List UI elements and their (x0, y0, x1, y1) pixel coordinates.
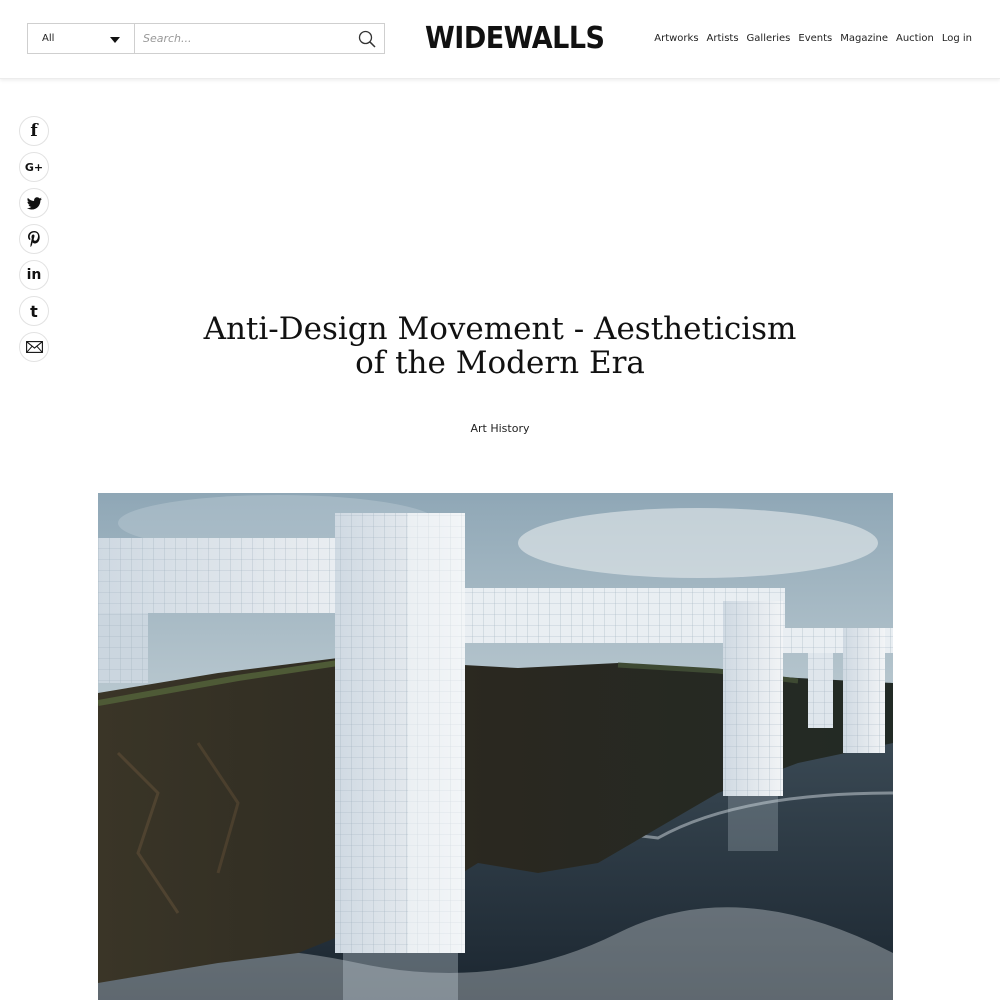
nav-events[interactable]: Events (798, 33, 833, 44)
article-title-line-2: of the Modern Era (355, 345, 645, 381)
pinterest-icon (28, 231, 40, 247)
chevron-down-icon (110, 37, 120, 43)
twitter-icon (27, 197, 42, 210)
nav-login[interactable]: Log in (941, 33, 972, 44)
search-icon (358, 30, 376, 48)
search-input[interactable] (135, 24, 350, 53)
share-tumblr-button[interactable] (19, 296, 49, 326)
article-category (0, 422, 1000, 435)
share-twitter-button[interactable] (19, 188, 49, 218)
site-logo[interactable]: WIDEWALLS (425, 21, 605, 56)
tumblr-icon: t (30, 301, 38, 321)
nav-magazine[interactable]: Magazine (840, 33, 888, 44)
category-select[interactable] (28, 24, 135, 53)
nav-galleries[interactable]: Galleries (746, 33, 791, 44)
search-bar (27, 23, 385, 54)
nav-auction[interactable]: Auction (896, 33, 934, 44)
google-plus-icon: G+ (24, 160, 44, 174)
nav-artworks[interactable]: Artworks (654, 33, 699, 44)
facebook-icon: f (30, 121, 38, 141)
hero-image (98, 493, 893, 1000)
email-icon (26, 341, 43, 353)
site-header (0, 0, 1000, 79)
category-select-value: All (42, 33, 55, 44)
share-rail (19, 116, 49, 362)
linkedin-icon: in (26, 267, 42, 283)
main-nav (654, 33, 972, 44)
article-title (200, 312, 800, 380)
nav-artists[interactable]: Artists (706, 33, 739, 44)
article-title-line-1: Anti-Design Movement - Aestheticism (203, 311, 797, 347)
share-email-button[interactable] (19, 332, 49, 362)
search-button[interactable] (350, 24, 384, 53)
category-link[interactable]: Art History (470, 422, 530, 435)
share-facebook-button[interactable] (19, 116, 49, 146)
share-google-plus-button[interactable] (19, 152, 49, 182)
share-pinterest-button[interactable] (19, 224, 49, 254)
share-linkedin-button[interactable] (19, 260, 49, 290)
hero-collage-artwork (98, 493, 893, 1000)
